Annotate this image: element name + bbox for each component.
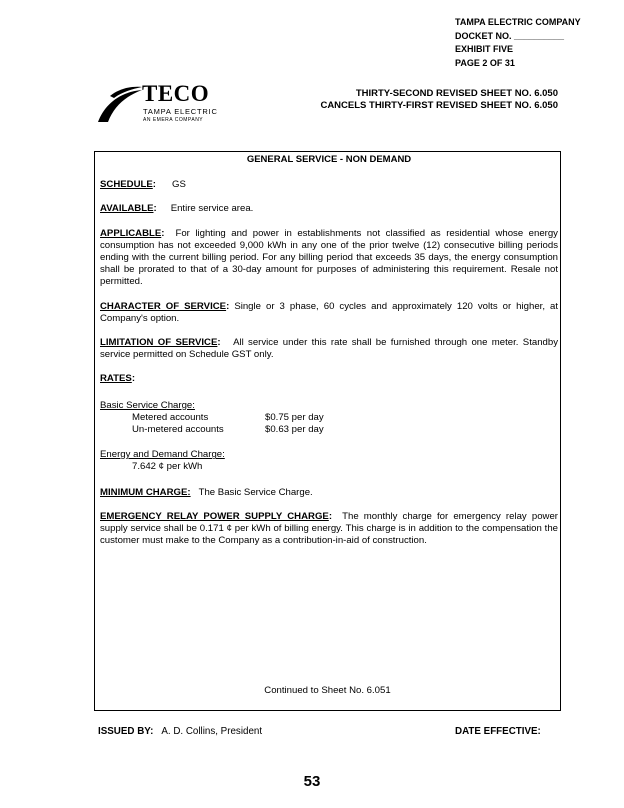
available-value: Entire service area.: [170, 203, 254, 215]
energy-demand-charge: [100, 449, 558, 473]
sheet-cancels: CANCELS THIRTY-FIRST REVISED SHEET NO. 6.050: [320, 100, 558, 111]
rates-label: RATES: [100, 373, 132, 385]
sheet-info: [320, 88, 558, 112]
basic-service-charge: [100, 400, 558, 437]
character-text: Single or 3 phase, 60 cycles and approximately 120 volts or higher, at Company's option.: [100, 300, 559, 324]
limitation-text: All service under this rate shall be furnished through one meter. Standby service permitted on Schedule GST only.: [100, 337, 559, 361]
character-section: CHARACTER OF SERVICE: Single or 3 phase, 60 cycles and approximately 120 volts or higher, at Company's option.: [100, 300, 559, 324]
energy-charge-label: Energy and Demand Charge:: [100, 449, 225, 461]
limitation-label: LIMITATION OF SERVICE: [100, 337, 218, 349]
applicable-text: For lighting and power in establishments not classified as residential whose energy consumption has not exceeded 9,000 kWh in any one of the prior twelve (12) consecutive billing periods ending with the current billing period. For any billing period that exceeds 35 days, the energy consumption shall be prorated to that of a 30-day amount for purposes of administering this requirement. Resale not permitted.: [100, 227, 558, 288]
schedule-label: SCHEDULE: [100, 179, 153, 191]
emergency-label: EMERGENCY RELAY POWER SUPPLY CHARGE: [100, 510, 329, 522]
energy-charge-value: 7.642 ¢ per kWh: [132, 461, 203, 473]
tariff-content: [100, 154, 558, 559]
issued-by-value: A. D. Collins, President: [161, 726, 263, 737]
rates-heading: RATES:: [100, 373, 136, 385]
logo-subtitle: TAMPA ELECTRIC: [143, 107, 218, 116]
exhibit-label: EXHIBIT FIVE: [455, 44, 514, 54]
schedule-value: GS: [171, 179, 186, 191]
emergency-text: The monthly charge for emergency relay power supply service shall be 0.171 ¢ per kWh of billing energy. This charge is in addition to the compensation the customer must make to the Company as a contribution-in-aid of construction.: [100, 510, 558, 547]
rate-name: Un-metered accounts: [132, 424, 224, 436]
rate-value: $0.75 per day: [265, 411, 324, 423]
teco-logo: [96, 81, 256, 130]
page-of-label: PAGE 2 OF 31: [455, 57, 515, 68]
tariff-title: GENERAL SERVICE - NON DEMAND: [246, 154, 412, 165]
logo-tagline: AN EMERA COMPANY: [143, 117, 204, 123]
logo-wordmark: TECO: [142, 81, 210, 106]
minimum-charge-section: [100, 487, 558, 499]
date-effective-label: DATE EFFECTIVE:: [455, 726, 541, 737]
issued-by: [98, 726, 262, 737]
applicable-section: APPLICABLE: For lighting and power in establishments not classified as residential whose energy consumption has not exceeded 9,000 kWh in any one of the prior twelve (12) consecutive billing periods ending with the current billing period. For any billing period that exceeds 35 days, the energy consumption shall be prorated to that of a 30-day amount for purposes of administering this requirement. Resale not permitted.: [100, 227, 558, 288]
available-label: AVAILABLE: [100, 203, 154, 215]
basic-charge-label: Basic Service Charge:: [100, 399, 195, 411]
limitation-section: LIMITATION OF SERVICE: All service under this rate shall be furnished through one meter. Standby service permitted on Schedule GST only.: [100, 337, 559, 361]
minimum-charge-label: MINIMUM CHARGE:: [100, 486, 191, 498]
applicable-label: APPLICABLE: [100, 227, 162, 239]
filing-header: [455, 16, 581, 70]
company-name: TAMPA ELECTRIC COMPANY: [455, 17, 581, 27]
rate-value: $0.63 per day: [265, 424, 324, 436]
available-section: AVAILABLE: Entire service area.: [100, 203, 254, 215]
rate-row: [100, 412, 558, 424]
rate-row: [100, 424, 558, 436]
continued-note: Continued to Sheet No. 6.051: [264, 685, 391, 696]
swoosh-icon: [96, 84, 144, 124]
schedule-section: SCHEDULE: GS: [100, 179, 186, 191]
rate-name: Metered accounts: [132, 411, 209, 423]
page-number: 53: [303, 773, 321, 790]
emergency-section: EMERGENCY RELAY POWER SUPPLY CHARGE: The monthly charge for emergency relay power supply service shall be 0.171 ¢ per kWh of billing energy. This charge is in addition to the compensation the customer must make to the Company as a contribution-in-aid of construction.: [100, 510, 558, 547]
minimum-charge-text: The Basic Service Charge.: [198, 486, 313, 498]
docket-number: DOCKET NO. __________: [455, 30, 565, 41]
sheet-revision: THIRTY-SECOND REVISED SHEET NO. 6.050: [355, 88, 558, 99]
issued-by-label: ISSUED BY:: [98, 726, 154, 737]
character-label: CHARACTER OF SERVICE: [100, 300, 227, 312]
